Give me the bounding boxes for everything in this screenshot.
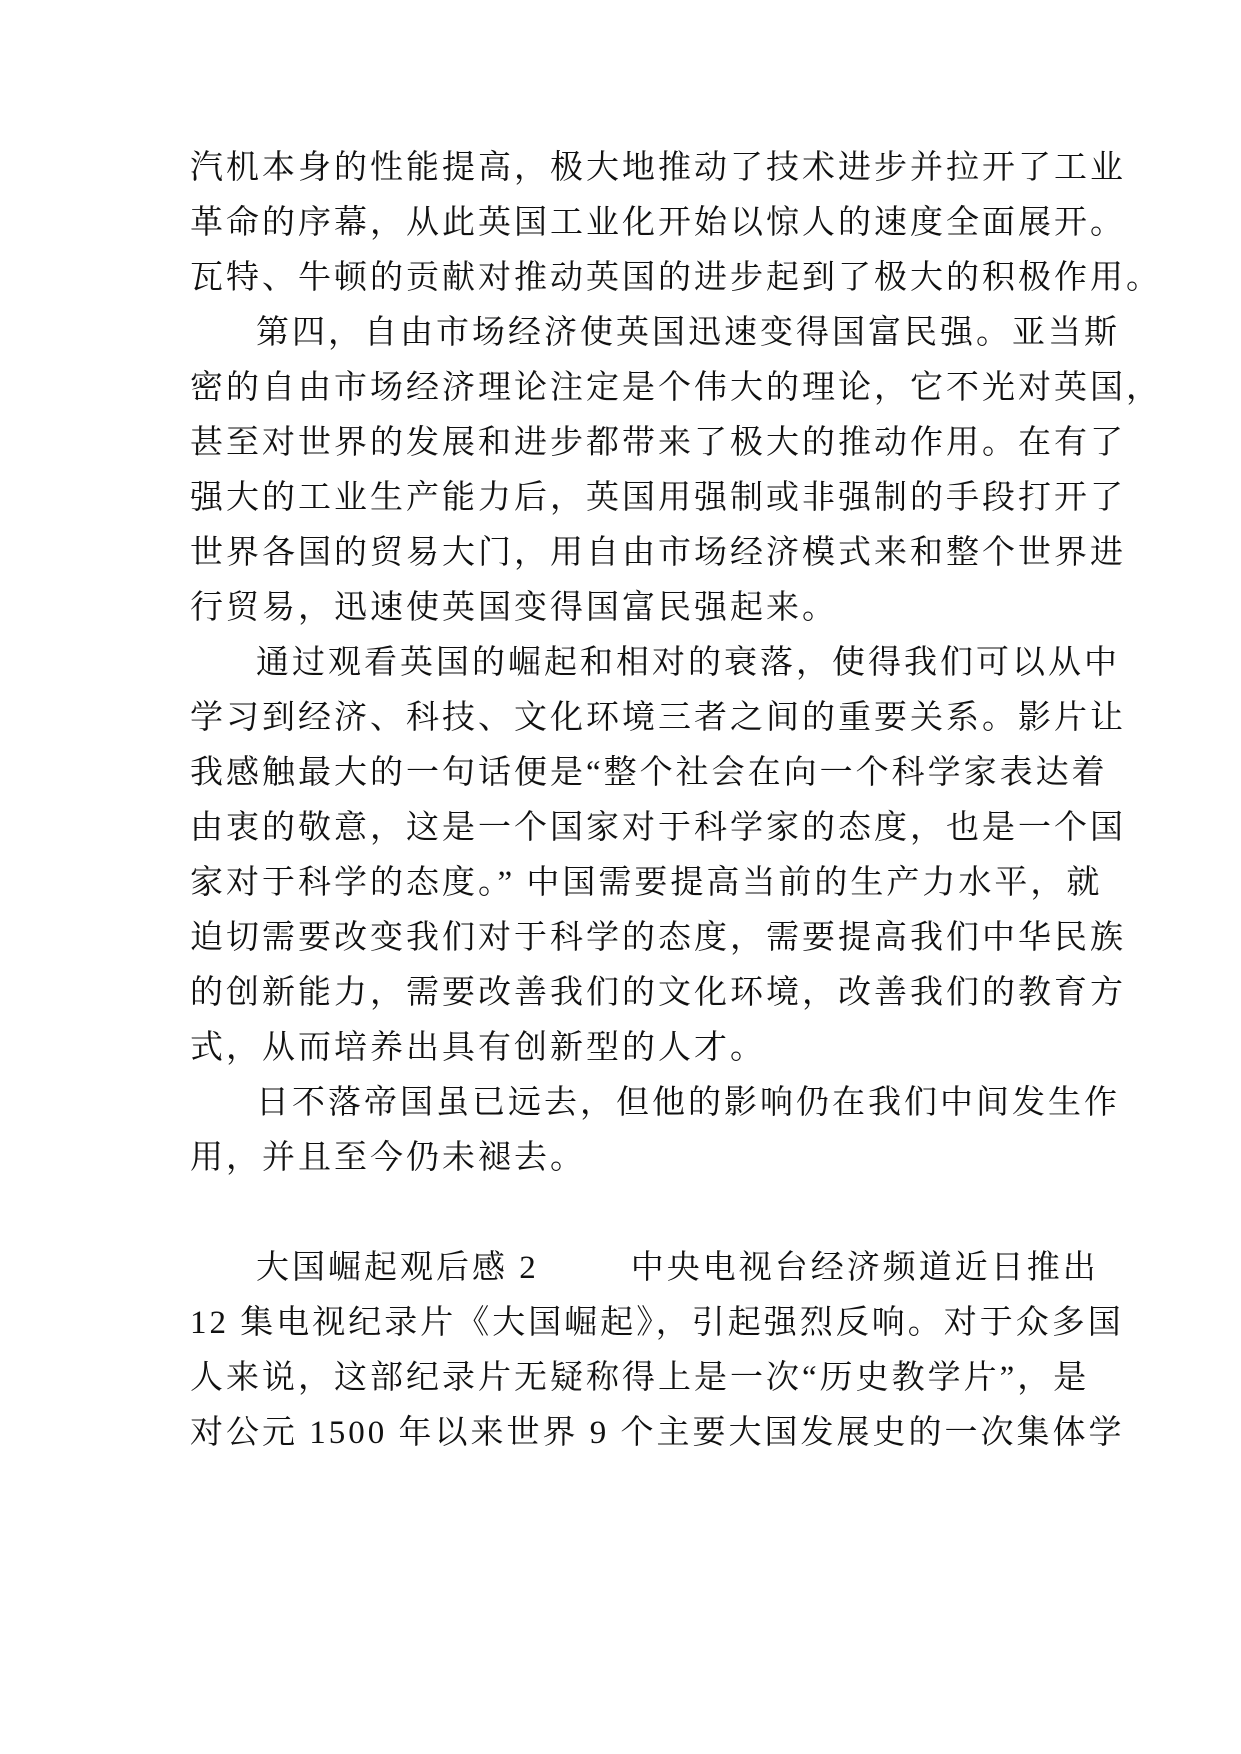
section-heading-line [256, 1248, 1099, 1288]
paragraph-first-line: 第四，自由市场经济使英国迅速变得国富民强。亚当斯 [256, 315, 1120, 351]
body-text-line: 由衷的敬意，这是一个国家对于科学家的态度，也是一个国 [190, 810, 1126, 846]
body-text-line: 家对于科学的态度。” 中国需要提高当前的生产力水平，就 [190, 865, 1103, 901]
body-text-line: 我感触最大的一句话便是“整个社会在向一个科学家表达着 [190, 755, 1108, 791]
body-text-line: 式，从而培养出具有创新型的人才。 [190, 1030, 766, 1066]
body-text-line: 强大的工业生产能力后，英国用强制或非强制的手段打开了 [190, 480, 1126, 516]
body-text-line: 世界各国的贸易大门，用自由市场经济模式来和整个世界进 [190, 535, 1126, 571]
section-title: 大国崛起观后感 2 [256, 1250, 539, 1286]
body-text-line: 的创新能力，需要改善我们的文化环境，改善我们的教育方 [190, 975, 1126, 1011]
body-text-line: 行贸易，迅速使英国变得国富民强起来。 [190, 590, 838, 626]
paragraph-first-line: 日不落帝国虽已远去，但他的影响仍在我们中间发生作 [256, 1085, 1120, 1121]
body-text-line: 用，并且至今仍未褪去。 [190, 1140, 586, 1176]
section-first-text: 中央电视台经济频道近日推出 [630, 1250, 1099, 1286]
body-text-line: 密的自由市场经济理论注定是个伟大的理论，它不光对英国， [190, 370, 1162, 406]
body-text-line: 迫切需要改变我们对于科学的态度，需要提高我们中华民族 [190, 920, 1126, 956]
body-text-line: 汽机本身的性能提高，极大地推动了技术进步并拉开了工业 [190, 150, 1126, 186]
body-text-line: 革命的序幕，从此英国工业化开始以惊人的速度全面展开。 [190, 205, 1126, 241]
body-text-line: 对公元 1500 年以来世界 9 个主要大国发展史的一次集体学 [190, 1415, 1125, 1451]
body-text-line: 人来说，这部纪录片无疑称得上是一次“历史教学片”，是 [190, 1360, 1090, 1396]
body-text-line: 学习到经济、科技、文化环境三者之间的重要关系。影片让 [190, 700, 1126, 736]
body-text-line: 12 集电视纪录片《大国崛起》，引起强烈反响。对于众多国 [190, 1305, 1124, 1341]
body-text-line: 甚至对世界的发展和进步都带来了极大的推动作用。在有了 [190, 425, 1126, 461]
body-text-line: 瓦特、牛顿的贡献对推动英国的进步起到了极大的积极作用。 [190, 260, 1162, 296]
paragraph-first-line: 通过观看英国的崛起和相对的衰落，使得我们可以从中 [256, 645, 1120, 681]
